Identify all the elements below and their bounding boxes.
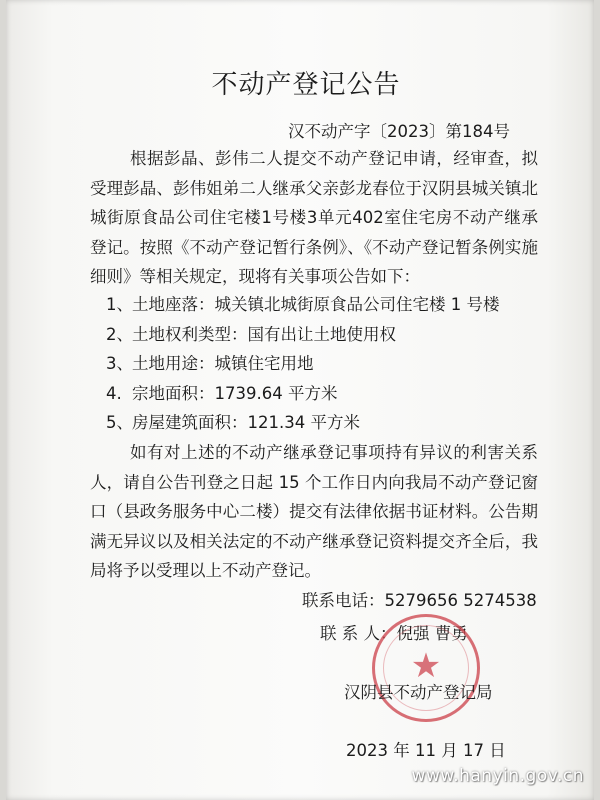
item-number: 1、 [106, 295, 133, 314]
list-item [106, 379, 500, 409]
list-item [106, 320, 500, 350]
property-item-list [106, 290, 500, 438]
seal-star-icon: ★ [410, 646, 442, 686]
item-number: 2、 [106, 324, 133, 344]
contact-person: 联 系 人：倪强 曹勇 [320, 624, 468, 643]
item-text: 房屋建筑面积：121.34 平方米 [132, 413, 360, 432]
item-text: 土地用途：城镇住宅用地 [132, 354, 314, 373]
item-number: 3、 [106, 354, 133, 373]
list-item [106, 290, 500, 320]
item-text: 宗地面积：1739.64 平方米 [132, 383, 338, 403]
item-text: 土地座落：城关镇北城街原食品公司住宅楼 1 号楼 [132, 295, 500, 314]
notice-title: 不动产登记公告 [211, 70, 401, 100]
list-item [106, 349, 500, 379]
item-number: 5、 [106, 413, 133, 432]
notice-paragraph-objection: 如有对上述的不动产继承登记事项持有异议的利害关系人，请自公告刊登之日起 15 个工作日内向我局不动产登记窗口（县政务服务中心二楼）提交有法律依据书证材料。公告期满无异议以及相关法定的不动产继承登记资料提交齐全后，我局将予以受理以上不动产登记。 [90, 443, 538, 580]
item-text: 土地权利类型：国有出让土地使用权 [132, 324, 396, 344]
official-seal-stamp [372, 614, 480, 722]
issuer-name: 汉阴县不动产登记局 [344, 683, 493, 702]
list-item [106, 408, 500, 438]
issue-date: 2023 年 11 月 17 日 [346, 741, 506, 760]
contact-phone: 联系电话：5279656 5274538 [302, 591, 537, 610]
item-number: 4. [106, 383, 122, 403]
document-number: 汉不动产字〔2023〕第184号 [288, 122, 510, 141]
watermark-site-url: www.hanyin.gov.cn [411, 766, 584, 786]
notice-paragraph-intro: 根据彭晶、彭伟二人提交不动产登记申请，经审查，拟受理彭晶、彭伟姐弟二人继承父亲彭龙春位于汉阴县城关镇北城街原食品公司住宅楼1号楼3单元402室住宅房不动产继承登记。按照《不动产登记暂行条例》、《不动产登记暂条例实施细则》等相关规定，现将有关事项公告如下： [90, 149, 538, 286]
notice-paper [6, 0, 594, 800]
